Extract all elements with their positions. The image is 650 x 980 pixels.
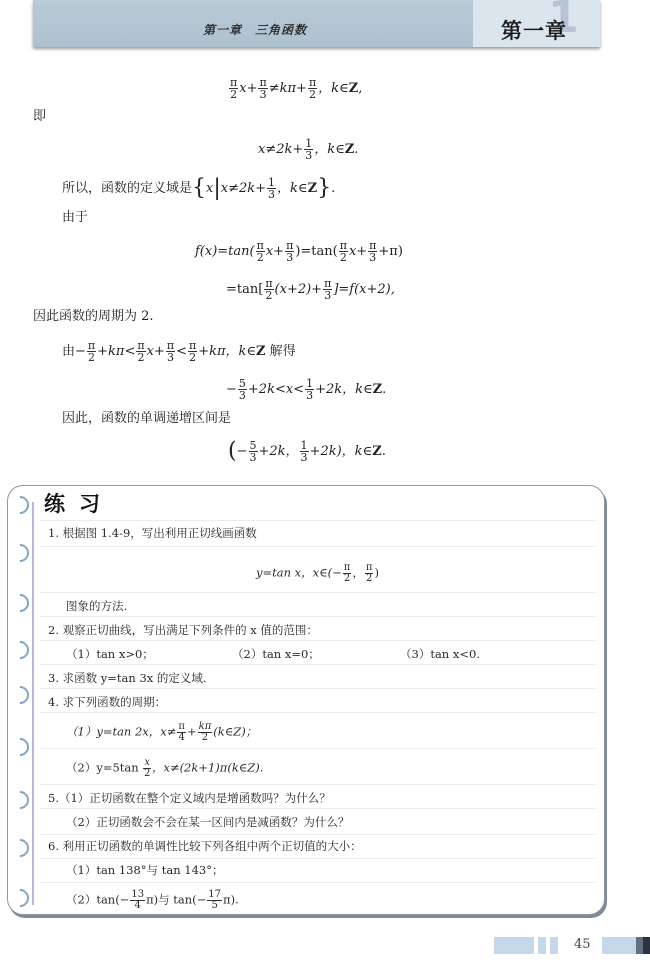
word-ji: 即 [33, 109, 47, 124]
fraction: $\frac{\pi}{2}$ [365, 562, 373, 584]
ruled-line [40, 858, 595, 859]
exercise-2-prompt: 2. 观察正切曲线，写出满足下列条件的 x 值的范围： [48, 623, 318, 637]
footer-decor-block [643, 937, 650, 954]
chapter-tab [473, 0, 600, 47]
fraction: $\frac{5}{3}$ [238, 377, 246, 402]
ruled-line [40, 808, 595, 809]
fraction: $\frac{\pi}{3}$ [369, 239, 377, 264]
footer-decor-block [494, 937, 534, 954]
equation-3: f(x)=tan( $\frac{\pi}{2}$ x+ $\frac{\pi}{3}$ )=tan( $\frac{\pi}{2}$ x+ $\frac{\pi}{3}$ +π) [195, 239, 403, 264]
equation-4: =tan[ $\frac{\pi}{2}$ (x+2)+ $\frac{\pi}{3}$ ]=f(x+2), [226, 277, 395, 302]
ruled-line [40, 748, 595, 749]
ruled-line [40, 688, 595, 689]
exercise-2b: （2）tan x=0； [232, 647, 320, 661]
chapter-tab-label: 第一章 [501, 19, 567, 43]
fraction: $\frac{\pi}{3}$ [286, 239, 294, 264]
footer-decor-block [538, 937, 546, 954]
word-youyu: 由于 [62, 210, 89, 225]
exercise-2a: （1）tan x>0； [66, 647, 154, 661]
fraction: $\frac{1}{3}$ [300, 439, 308, 464]
equation-2: x≠2k+ $\frac{1}{3}$ ，k∈Z. [258, 137, 359, 162]
fraction: $\frac{1}{3}$ [268, 176, 276, 201]
fraction: $\frac{\pi}{2}$ [230, 76, 238, 101]
fraction: $\frac{\pi}{2}$ [308, 76, 317, 101]
chapter-big-number: 1 [548, 0, 579, 43]
exercise-title: 练习 [44, 492, 114, 516]
fraction: $\frac{\pi}{2}$ [339, 239, 347, 264]
inequality-result: − $\frac{5}{3}$ +2k<x< $\frac{1}{3}$ +2k，k∈Z. [226, 377, 387, 402]
fraction: $\frac{\pi}{2}$ [188, 339, 197, 364]
footer-decor-block [636, 937, 643, 954]
ruled-line [40, 834, 595, 835]
ruled-line [40, 784, 595, 785]
exercise-3: 3. 求函数 y=tan 3x 的定义域. [48, 671, 207, 685]
ruled-line [40, 882, 595, 883]
fraction: $\frac{1}{3}$ [306, 377, 314, 402]
exercise-6a: （1）tan 138°与 tan 143°； [66, 863, 224, 877]
fraction: $\frac{\pi}{2}$ [265, 277, 273, 302]
ruled-line [40, 520, 595, 521]
exercise-1-tail: 图象的方法. [66, 599, 128, 613]
footer-decor-block [602, 937, 636, 954]
exercise-1-formula: y=tan x，x∈(− $\frac{\pi}{2}$ ， $\frac{\pi}{2}$ ) [256, 562, 379, 584]
running-title: 第一章 三角函数 [203, 23, 308, 37]
ruled-line [40, 712, 595, 713]
fraction: $\frac{x}{2}$ [143, 757, 151, 779]
chapter-header-band [33, 0, 600, 47]
exercise-1-prompt: 1. 根据图 1.4-9，写出利用正切线画函数 [48, 526, 257, 540]
fraction: $\frac{\pi}{2}$ [343, 562, 351, 584]
exercise-4b: （2）y=5tan $\frac{x}{2}$ ，x≠(2k+1)π(k∈Z). [66, 757, 264, 779]
ruled-line [40, 546, 595, 547]
exercise-6b: （2）tan(− $\frac{13}{4}$ π)与 tan(− $\frac{17}{5}$ π). [66, 889, 239, 911]
ruled-line [40, 640, 595, 641]
exercise-6-prompt: 6. 利用正切函数的单调性比较下列各组中两个正切值的大小： [48, 839, 362, 853]
inequality-sentence: 由− $\frac{\pi}{2}$ +kπ< $\frac{\pi}{2}$ x+ $\frac{\pi}{3}$ < $\frac{\pi}{2}$ +kπ，k∈Z 解得 [62, 339, 296, 364]
fraction: $\frac{\pi}{3}$ [324, 277, 332, 302]
exercise-5a: 5.（1）正切函数在整个定义域内是增函数吗？为什么？ [48, 791, 331, 805]
fraction: $\frac{\pi}{2}$ [87, 339, 96, 364]
fraction: $\frac{5}{3}$ [249, 439, 257, 464]
page-number: 45 [574, 937, 591, 952]
fraction: $\frac{\pi}{3}$ [166, 339, 175, 364]
exercise-4-prompt: 4. 求下列函数的周期： [48, 695, 167, 709]
fraction: $\frac{\pi}{4}$ [178, 721, 185, 743]
equation-1: $\frac{\pi}{2}$ x+ $\frac{\pi}{3}$ ≠kπ+ $\frac{\pi}{2}$ ，k∈Z, [230, 76, 363, 101]
fraction: $\frac{k\pi}{2}$ [198, 721, 212, 743]
footer-decor-block [550, 937, 558, 954]
period-sentence: 因此函数的周期为 2. [33, 309, 154, 324]
fraction: $\frac{13}{4}$ [131, 889, 145, 911]
monotonic-sentence: 因此，函数的单调递增区间是 [62, 411, 232, 426]
ruled-line [40, 592, 595, 593]
fraction: $\frac{\pi}{2}$ [256, 239, 264, 264]
ruled-line [40, 664, 595, 665]
exercise-2c: （3）tan x<0. [400, 647, 480, 661]
domain-sentence: 所以，函数的定义域是{x|x≠2k+ $\frac{1}{3}$ ，k∈Z}. [62, 175, 336, 201]
fraction: $\frac{17}{5}$ [208, 889, 222, 911]
fraction: $\frac{\pi}{3}$ [259, 76, 267, 101]
exercise-5b: （2）正切函数会不会在某一区间内是减函数？为什么？ [66, 815, 350, 829]
fraction: $\frac{1}{3}$ [305, 137, 313, 162]
increasing-interval: (− $\frac{5}{3}$ +2k， $\frac{1}{3}$ +2k)，k∈Z. [228, 438, 386, 464]
notebook-margin-line [32, 502, 34, 905]
fraction: $\frac{\pi}{2}$ [137, 339, 145, 364]
ruled-line [40, 616, 595, 617]
exercise-4a: （1）y=tan 2x，x≠ $\frac{\pi}{4}$ + $\frac{k\pi}{2}$ (k∈Z)； [66, 721, 258, 743]
